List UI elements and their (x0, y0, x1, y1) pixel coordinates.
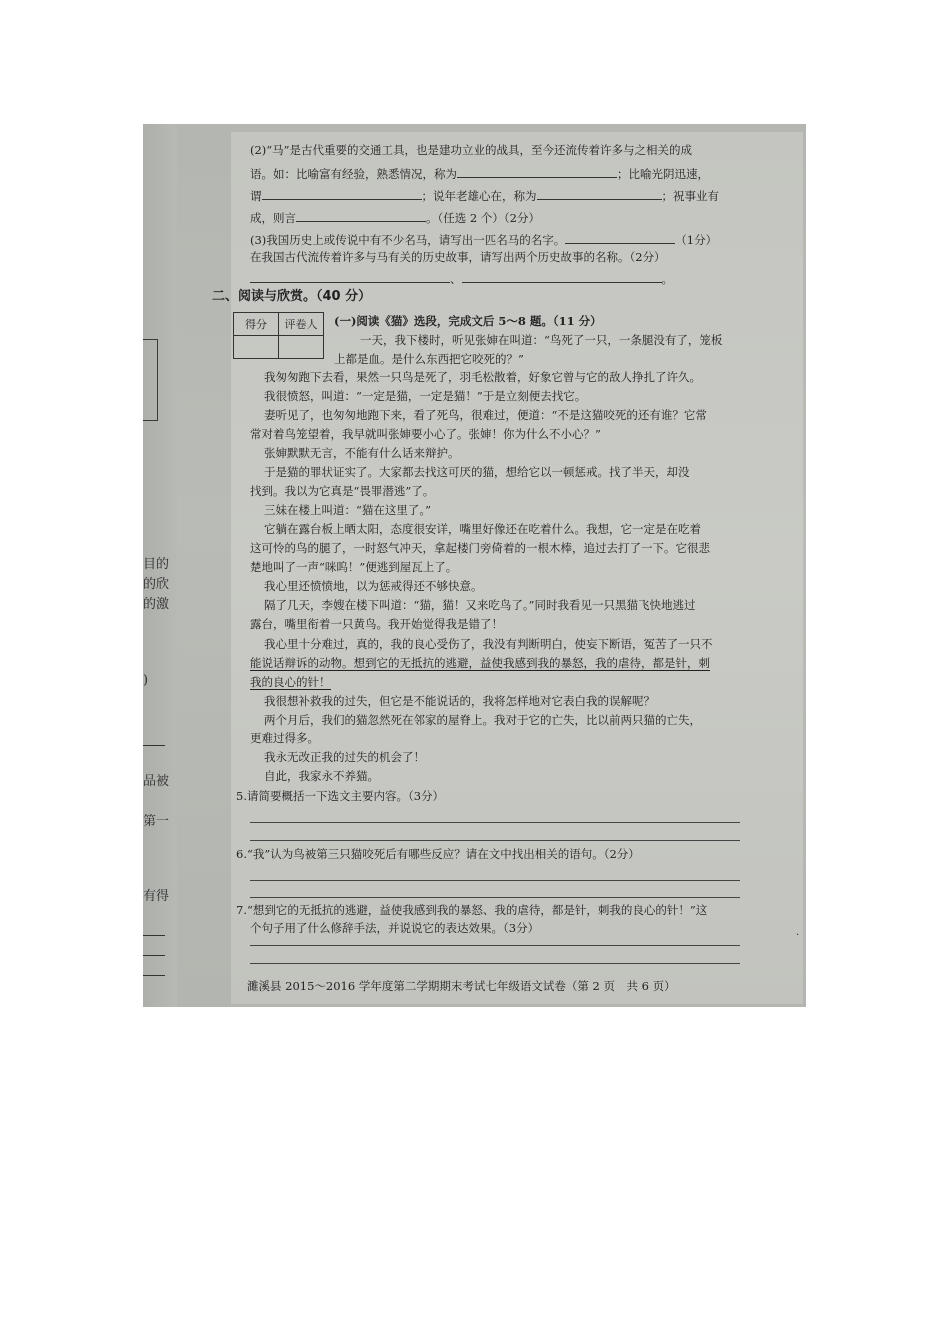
edge-rule (143, 955, 165, 956)
answer-line[interactable] (250, 840, 740, 841)
passage-line: 更难过得多。 (250, 731, 319, 745)
adjacent-page-table-edge (143, 339, 158, 421)
passage-line: 常对着鸟笼望着，我早就叫张婶要小心了。张婶！你为什么不小心？” (250, 427, 601, 441)
passage-line: 张婶默默无言，不能有什么话来辩护。 (264, 446, 460, 460)
edge-text: 品被 (143, 774, 170, 789)
passage-line: 楚地叫了一声“咪呜！”便逃到屋瓦上了。 (250, 560, 458, 574)
reading-intro: (一)阅读《猫》选段，完成文后 5～8 题。（11 分） (334, 314, 602, 328)
passage-line: 我匆匆跑下去看，果然一只鸟是死了，羽毛松散着，好象它曾与它的敌人挣扎了许久。 (264, 370, 701, 384)
edge-text: 第一 (143, 814, 170, 829)
passage-line: 隔了几天，李嫂在楼下叫道：“猫，猫！又来吃鸟了。”同时我看见一只黑猫飞快地逃过 (264, 598, 696, 612)
q3-line2: 在我国古代流传着许多与马有关的历史故事，请写出两个历史故事的名称。（2分） (250, 250, 666, 264)
section-title: 二、阅读与欣赏。（40 分） (212, 289, 372, 304)
answer-blank[interactable] (296, 210, 426, 222)
question-7: 7.“想到它的无抵抗的逃避，益使我感到我的暴怒、我的虐待，都是针，刺我的良心的针！”这 (236, 903, 708, 917)
passage-line: 它躺在露台板上晒太阳，态度很安详，嘴里好像还在吃着什么。我想，它一定是在吃着 (264, 522, 701, 536)
q3-score: （1分） (675, 233, 718, 247)
answer-blank[interactable] (565, 232, 675, 244)
answer-blank[interactable] (537, 188, 662, 200)
answer-line[interactable] (250, 822, 740, 823)
score-table (233, 312, 324, 359)
question-6: 6.“我”认为鸟被第三只猫咬死后有哪些反应？请在文中找出相关的语句。（2分） (236, 847, 640, 861)
q2-text: 。（任选 2 个）（2分） (426, 211, 540, 225)
passage-line-underlined (250, 675, 331, 689)
q2-text: ；比喻光阴迅速， (617, 167, 709, 181)
q2-line4 (250, 210, 540, 225)
underlined-sentence: 我的良心的针！ (250, 675, 331, 689)
q2-text: 语。如：比喻富有经验，熟悉情况，称为 (250, 167, 457, 181)
edge-text: 有得 (143, 889, 170, 904)
answer-line[interactable] (250, 945, 740, 946)
answer-blank[interactable] (250, 271, 450, 283)
passage-line: 我很愤怒，叫道：“一定是猫，一定是猫！”于是立刻便去找它。 (264, 389, 587, 403)
passage-line: 三妹在楼上叫道：“猫在这里了。” (264, 503, 432, 517)
q2-text: ；祝事业有 (661, 189, 719, 203)
answer-line[interactable] (250, 963, 740, 964)
passage-line: 我心里十分难过，真的，我的良心受伤了，我没有判断明白，使妄下断语，冤苦了一只不 (264, 637, 713, 651)
q3-text: (3)我国历史上或传说中有不少名马，请写出一匹名马的名字。 (250, 233, 566, 247)
q3-line (250, 232, 717, 247)
score-header: 得分 (234, 313, 279, 336)
grader-header: 评卷人 (279, 313, 324, 336)
edge-mark: · (796, 930, 800, 941)
underlined-sentence: 能说话辩诉的动物。想到它的无抵抗的逃避，益使我感到我的暴怒，我的虐待，都是针，刺 (250, 656, 710, 670)
question-5: 5.请简要概括一下选文主要内容。（3分） (236, 789, 445, 803)
separator: 、 (450, 272, 462, 286)
passage-line: 露台，嘴里衔着一只黄鸟。我开始觉得我是错了！ (250, 617, 503, 631)
q2-line3 (250, 188, 719, 203)
edge-text: 的欣 (143, 577, 170, 592)
answer-line[interactable] (250, 880, 740, 881)
passage-line: 一天，我下楼时，听见张婶在叫道：“鸟死了一只，一条腿没有了，笼板 (360, 333, 723, 347)
passage-line: 我心里还愤愤地，以为惩戒得还不够快意。 (264, 579, 483, 593)
edge-rule (143, 975, 165, 976)
edge-text: ) (143, 673, 149, 688)
edge-text: 目的 (143, 557, 170, 572)
passage-line-underlined (250, 656, 710, 670)
edge-rule (143, 745, 165, 746)
q3-answer-line (250, 271, 673, 286)
answer-line[interactable] (250, 897, 740, 898)
passage-line: 妻听见了，也匆匆地跑下来，看了死鸟，很难过，便道：“不是这猫咬死的还有谁？它常 (264, 408, 707, 422)
q2-text: 成，则言 (250, 211, 296, 225)
passage-line: 我很想补救我的过失，但它是不能说话的，我将怎样地对它表白我的误解呢？ (264, 694, 655, 708)
period: 。 (661, 272, 673, 286)
edge-text: 的激 (143, 597, 170, 612)
question-7-cont: 个句子用了什么修辞手法，并说说它的表达效果。（3分） (250, 921, 540, 935)
answer-blank[interactable] (457, 166, 617, 178)
passage-line: 找到。我以为它真是“畏罪潜逃”了。 (250, 484, 435, 498)
q2-text: ；说年老雄心在，称为 (421, 189, 537, 203)
answer-blank[interactable] (262, 188, 422, 200)
page-footer: 濉溪县 2015～2016 学年度第二学期期末考试七年级语文试卷（第 2 页 共 6 页） (247, 979, 676, 993)
q2-line1: (2)“马”是古代重要的交通工具，也是建功立业的战具，至今还流传着许多与之相关的成 (250, 143, 693, 157)
q2-line2 (250, 166, 709, 181)
passage-line: 两个月后，我们的猫忽然死在邻家的屋脊上。我对于它的亡失，比以前两只猫的亡失， (264, 713, 701, 727)
passage-line: 自此，我家永不养猫。 (264, 769, 379, 783)
answer-blank[interactable] (462, 271, 662, 283)
passage-line: 我永无改正我的过失的机会了！ (264, 750, 425, 764)
q2-text: 谓 (250, 189, 262, 203)
edge-rule (143, 935, 165, 936)
grader-cell[interactable] (279, 336, 324, 359)
passage-line: 这可怜的鸟的腿了，一时怒气冲天，拿起楼门旁倚着的一根木棒，追过去打了一下。它很悲 (250, 541, 710, 555)
passage-line: 上都是血。是什么东西把它咬死的？” (334, 352, 524, 366)
score-cell[interactable] (234, 336, 279, 359)
passage-line: 于是猫的罪状证实了。大家都去找这可厌的猫，想给它以一顿惩戒。找了半天，却没 (264, 465, 690, 479)
